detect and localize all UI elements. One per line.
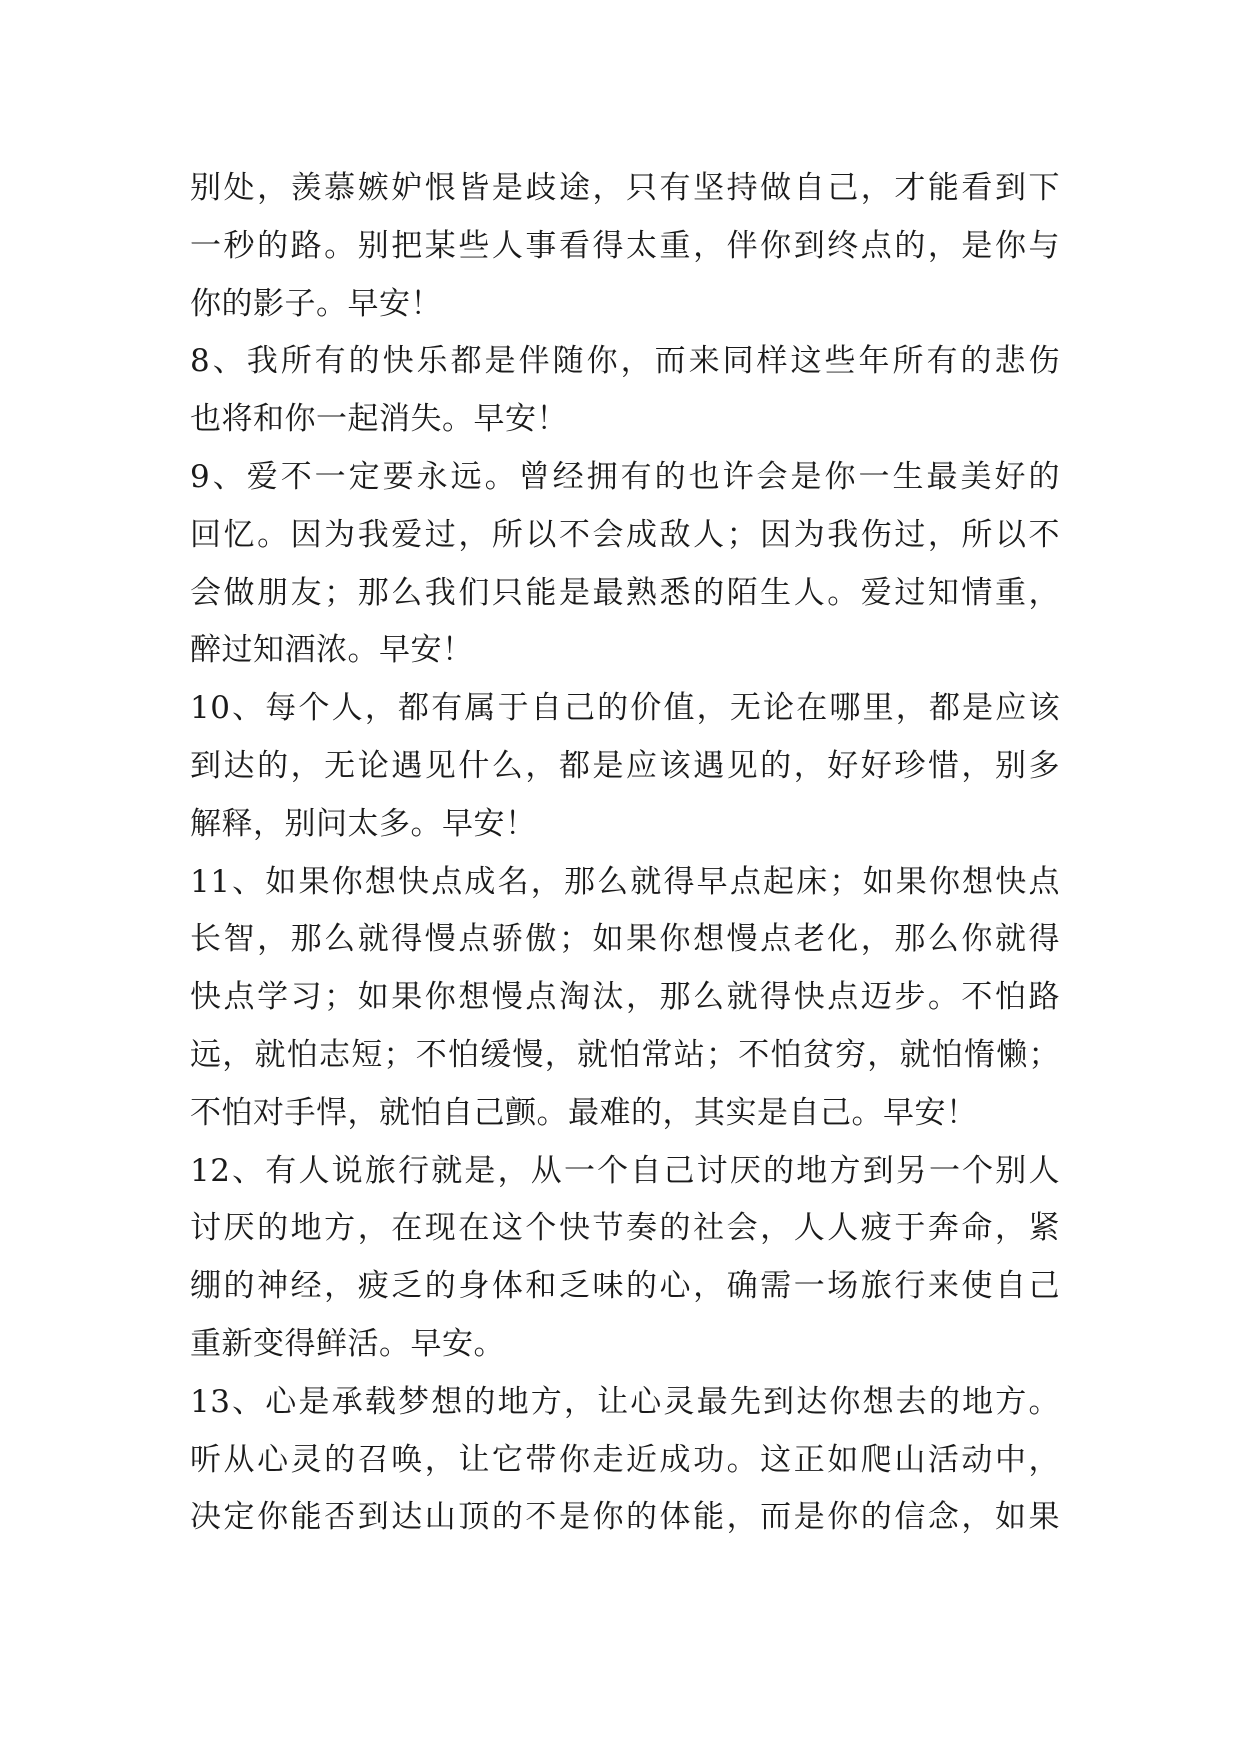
text-line: 解释，别问太多。早安！ [190, 805, 537, 842]
text-line: 讨厌的地方，在现在这个快节奏的社会，人人疲于奔命，紧 [190, 1210, 1060, 1247]
text-line: 12、有人说旅行就是，从一个自己讨厌的地方到另一个别人 [190, 1152, 1060, 1189]
text-line: 会做朋友；那么我们只能是最熟悉的陌生人。爱过知情重， [190, 574, 1060, 611]
text-line: 10、每个人，都有属于自己的价值，无论在哪里，都是应该 [190, 690, 1060, 727]
text-line: 到达的，无论遇见什么，都是应该遇见的，好好珍惜，别多 [190, 747, 1060, 784]
text-line: 9、爱不一定要永远。曾经拥有的也许会是你一生最美好的 [190, 458, 1060, 495]
text-line: 重新变得鲜活。早安。 [190, 1325, 505, 1362]
text-line: 醉过知酒浓。早安！ [190, 632, 474, 669]
text-line: 回忆。因为我爱过，所以不会成敌人；因为我伤过，所以不 [190, 516, 1060, 553]
text-line: 你的影子。早安！ [190, 285, 442, 322]
text-line: 也将和你一起消失。早安！ [190, 401, 568, 438]
text-line: 长智，那么就得慢点骄傲；如果你想慢点老化，那么你就得 [190, 921, 1060, 958]
document-body [190, 160, 1060, 1547]
text-line: 8、我所有的快乐都是伴随你，而来同样这些年所有的悲伤 [190, 343, 1060, 380]
text-line: 11、如果你想快点成名，那么就得早点起床；如果你想快点 [190, 863, 1060, 900]
text-line: 快点学习；如果你想慢点淘汰，那么就得快点迈步。不怕路 [190, 979, 1060, 1016]
text-line: 13、心是承载梦想的地方，让心灵最先到达你想去的地方。 [190, 1383, 1060, 1420]
text-line: 不怕对手悍，就怕自己颤。最难的，其实是自己。早安！ [190, 1094, 978, 1131]
text-line: 绷的神经，疲乏的身体和乏味的心，确需一场旅行来使自己 [190, 1268, 1060, 1305]
text-line: 决定你能否到达山顶的不是你的体能，而是你的信念，如果 [190, 1499, 1060, 1536]
text-line: 别处，羡慕嫉妒恨皆是歧途，只有坚持做自己，才能看到下 [190, 170, 1060, 206]
text-line: 远，就怕志短；不怕缓慢，就怕常站；不怕贫穷，就怕惰懒； [190, 1036, 1060, 1073]
text-line: 听从心灵的召唤，让它带你走近成功。这正如爬山活动中， [190, 1441, 1060, 1478]
text-line: 一秒的路。别把某些人事看得太重，伴你到终点的，是你与 [190, 227, 1060, 264]
